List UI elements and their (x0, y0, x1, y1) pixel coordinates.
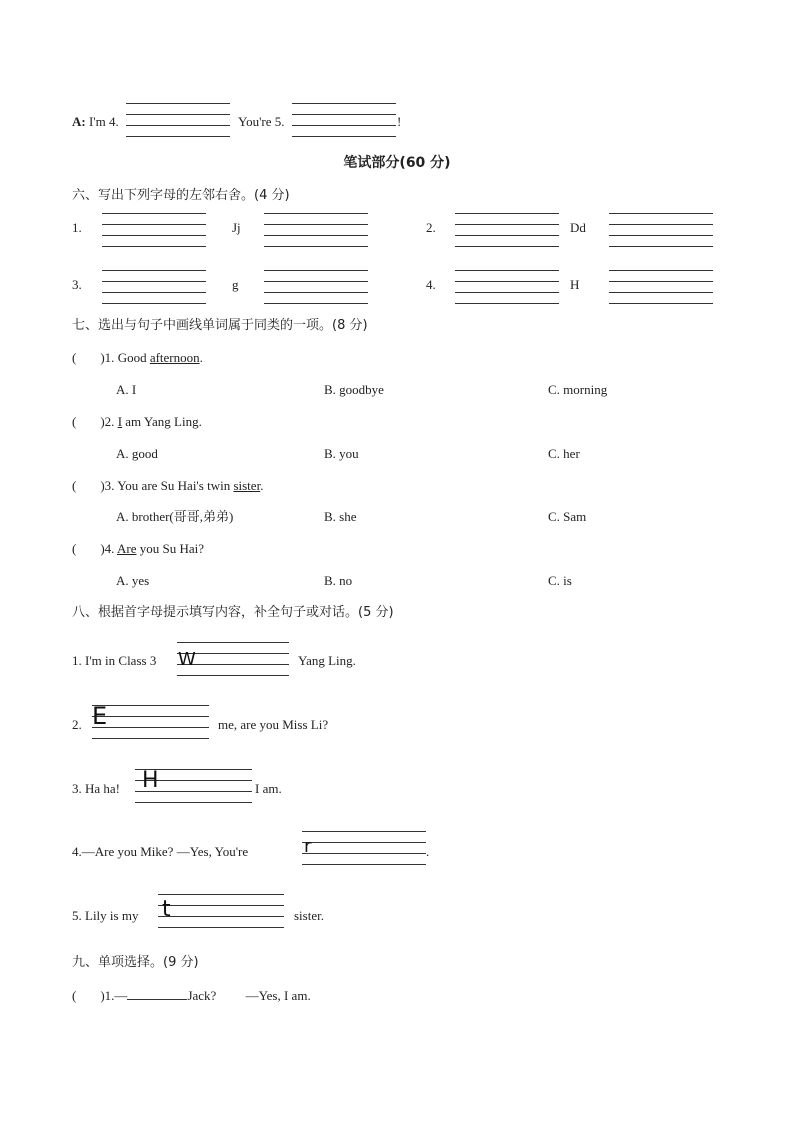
q8-sentence-1-before: 1. I'm in Class 3 (72, 653, 157, 668)
question-text: Jack? (187, 988, 217, 1003)
writing-lines[interactable] (302, 831, 426, 865)
q6-num-2: 2. (426, 220, 436, 235)
question-number: )2. (100, 414, 115, 429)
q8-sentence-4-after: . (426, 844, 430, 859)
hint-letter: W (178, 649, 196, 670)
sentence-post: . (199, 350, 203, 365)
hint-letter: t (162, 897, 171, 922)
q8-sentence-2-after: me, are you Miss Li? (218, 717, 329, 732)
writing-lines-b[interactable] (292, 103, 396, 137)
question-number: )1. (100, 350, 115, 365)
q7-question-3 (72, 478, 263, 494)
answer-paren-open[interactable]: ( (72, 478, 77, 493)
top-line (72, 114, 119, 130)
option-a[interactable]: A. yes (116, 573, 150, 588)
writing-lines[interactable] (609, 213, 713, 247)
q7-question-2 (72, 414, 202, 430)
top-line-end: ! (397, 114, 402, 129)
sentence-post: you Su Hai? (136, 541, 205, 556)
q6-num-1: 1. (72, 220, 82, 235)
q7-question-4 (72, 541, 204, 557)
option-c[interactable]: C. is (548, 573, 572, 588)
q8-sentence-5-before: 5. Lily is my (72, 908, 139, 923)
writing-lines[interactable] (455, 213, 559, 247)
q8-sentence-3-before: 3. Ha ha! (72, 781, 121, 796)
q7-question-1 (72, 350, 203, 366)
option-c[interactable]: C. Sam (548, 509, 587, 524)
option-b[interactable]: B. goodbye (324, 382, 384, 397)
writing-lines[interactable] (102, 270, 206, 304)
hint-letter: E (92, 702, 108, 730)
q8-sentence-4-before: 4.—Are you Mike? —Yes, You're (72, 844, 249, 859)
section-title: 笔试部分(60 分) (343, 155, 451, 171)
writing-lines[interactable] (455, 270, 559, 304)
underlined-word: sister (233, 478, 261, 493)
hint-letter: r (304, 836, 312, 857)
sentence-pre: You are Su Hai's twin (117, 478, 234, 493)
answer-paren-open[interactable]: ( (72, 350, 77, 365)
sentence-pre: Good (117, 350, 150, 365)
q6-letter-2: Dd (570, 220, 586, 235)
fill-blank[interactable] (127, 987, 187, 1000)
q8-sentence-3-after: I am. (255, 781, 282, 796)
q6-letter-4: H (570, 277, 580, 292)
hint-letter: H (142, 768, 159, 793)
q8-sentence-2-before: 2. (72, 717, 82, 732)
option-b[interactable]: B. no (324, 573, 353, 588)
option-b[interactable]: B. you (324, 446, 359, 461)
question-number: )3. (100, 478, 115, 493)
sentence-post: am Yang Ling. (122, 414, 202, 429)
option-b[interactable]: B. she (324, 509, 357, 524)
sentence-post: . (260, 478, 264, 493)
answer-paren-open[interactable]: ( (72, 988, 77, 1003)
q8-sentence-1-after: Yang Ling. (298, 653, 356, 668)
q6-letter-1: Jj (232, 220, 241, 235)
q9-title: 九、单项选择。(9 分) (72, 955, 199, 970)
q9-question-1 (72, 987, 311, 1004)
writing-lines[interactable] (609, 270, 713, 304)
answer-paren-open[interactable]: ( (72, 414, 77, 429)
option-a[interactable]: A. brother(哥哥,弟弟) (116, 509, 234, 524)
option-a[interactable]: A. I (116, 382, 137, 397)
underlined-word: afternoon (149, 350, 200, 365)
writing-lines[interactable] (264, 213, 368, 247)
q8-sentence-5-after: sister. (294, 908, 324, 923)
option-c[interactable]: C. her (548, 446, 580, 461)
q7-title: 七、选出与句子中画线单词属于同类的一项。(8 分) (72, 318, 368, 333)
speaker-label: A: (72, 114, 86, 129)
underlined-word: Are (116, 541, 137, 556)
option-c[interactable]: C. morning (548, 382, 608, 397)
top-line-part2: You're 5. (238, 114, 285, 129)
writing-lines[interactable] (102, 213, 206, 247)
writing-lines[interactable] (92, 702, 209, 739)
q6-num-3: 3. (72, 277, 82, 292)
top-line-part1: I'm 4. (88, 114, 119, 129)
reply-text: —Yes, I am. (245, 988, 311, 1003)
q6-title: 六、写出下列字母的左邻右舍。(4 分) (72, 188, 290, 203)
underlined-word: I (117, 414, 123, 429)
answer-paren-open[interactable]: ( (72, 541, 77, 556)
q6-num-4: 4. (426, 277, 436, 292)
writing-lines-a[interactable] (126, 103, 230, 137)
question-number: )4. (100, 541, 115, 556)
writing-lines[interactable] (158, 894, 284, 928)
q6-letter-3: g (232, 277, 239, 292)
q8-title: 八、根据首字母提示填写内容，补全句子或对话。(5 分) (72, 605, 394, 620)
option-a[interactable]: A. good (116, 446, 158, 461)
question-number: )1.— (100, 988, 128, 1003)
writing-lines[interactable] (264, 270, 368, 304)
